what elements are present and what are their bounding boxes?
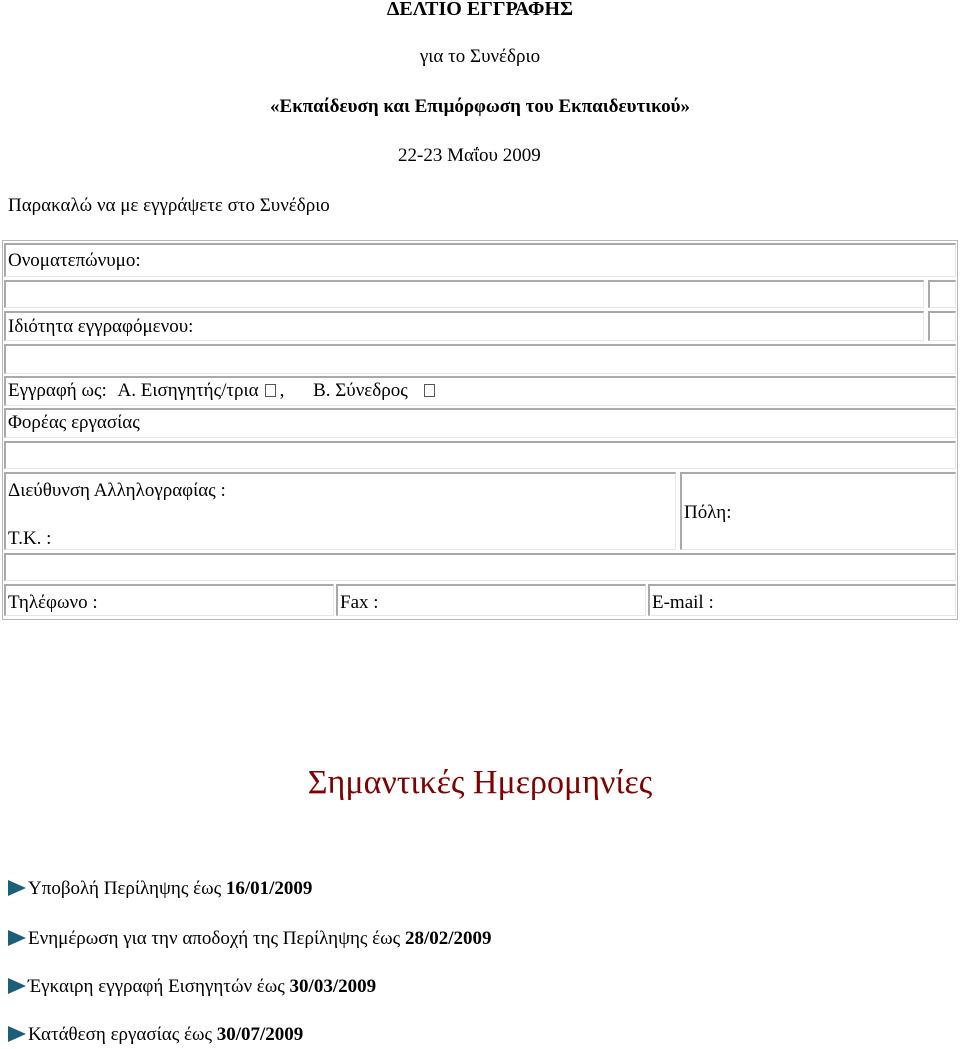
- blank-row[interactable]: [4, 553, 956, 581]
- item-text: Κατάθεση εργασίας έως: [28, 1024, 217, 1045]
- capacity-label: Ιδιότητα εγγραφόμενου:: [8, 316, 194, 337]
- capacity-extra-cell[interactable]: [928, 311, 956, 341]
- fax-label: Fax :: [340, 592, 379, 613]
- item-text: Υποβολή Περίληψης έως: [28, 878, 226, 899]
- item-date: 16/01/2009: [225, 878, 313, 899]
- list-item: [8, 1024, 303, 1046]
- list-item: [8, 878, 312, 900]
- employer-label: Φορέας εργασίας: [8, 412, 140, 433]
- item-date: 28/02/2009: [404, 928, 492, 949]
- arrow-right-icon: [8, 978, 26, 994]
- option-speaker-label: Α. Εισηγητής/τρια: [117, 380, 259, 401]
- name-extra-cell[interactable]: [928, 280, 956, 308]
- list-item: [8, 928, 492, 950]
- item-text: Ενημέρωση για την αποδοχή της Περίληψης έως: [28, 928, 405, 949]
- attendee-checkbox[interactable]: [424, 384, 435, 397]
- employer-label-cell: [4, 408, 956, 438]
- item-date: 30/03/2009: [289, 976, 377, 997]
- form-title: ΔΕΛΤΙΟ ΕΓΓΡΑΦΗΣ: [386, 0, 574, 20]
- option-separator: ,: [279, 380, 285, 401]
- item-text: Έγκαιρη εγγραφή Εισηγητών έως: [28, 976, 290, 997]
- registration-type-row: [8, 380, 439, 402]
- arrow-right-icon: [8, 1026, 26, 1042]
- conference-title: «Εκπαίδευση και Επιμόρφωση του Εκπαιδευτικού»: [270, 96, 690, 117]
- option-attendee-label: Β. Σύνεδρος: [313, 380, 408, 401]
- name-label-cell: [4, 243, 956, 277]
- capacity-input[interactable]: [4, 344, 956, 374]
- address-label: Διεύθυνση Αλληλογραφίας :: [8, 480, 226, 501]
- list-item: [8, 976, 376, 998]
- name-input[interactable]: [4, 280, 924, 308]
- city-label: Πόλη:: [684, 502, 732, 523]
- arrow-right-icon: [8, 880, 26, 896]
- conference-dates: 22-23 Μαΐου 2009: [398, 145, 541, 166]
- arrow-right-icon: [8, 930, 26, 946]
- registration-request: Παρακαλώ να με εγγράψετε στο Συνέδριο: [8, 195, 330, 216]
- email-label: E-mail :: [652, 592, 714, 613]
- fax-cell[interactable]: [336, 584, 646, 616]
- speaker-checkbox[interactable]: [265, 384, 276, 397]
- form-subtitle: για το Συνέδριο: [419, 46, 541, 67]
- registration-label: Εγγραφή ως:: [8, 380, 107, 401]
- important-dates-heading: Σημαντικές Ημερομηνίες: [307, 764, 653, 801]
- name-label: Ονοματεπώνυμο:: [8, 250, 141, 271]
- postcode-label: Τ.Κ. :: [8, 528, 52, 549]
- employer-input[interactable]: [4, 441, 956, 469]
- item-date: 30/07/2009: [216, 1024, 304, 1045]
- phone-label: Τηλέφωνο :: [8, 592, 98, 613]
